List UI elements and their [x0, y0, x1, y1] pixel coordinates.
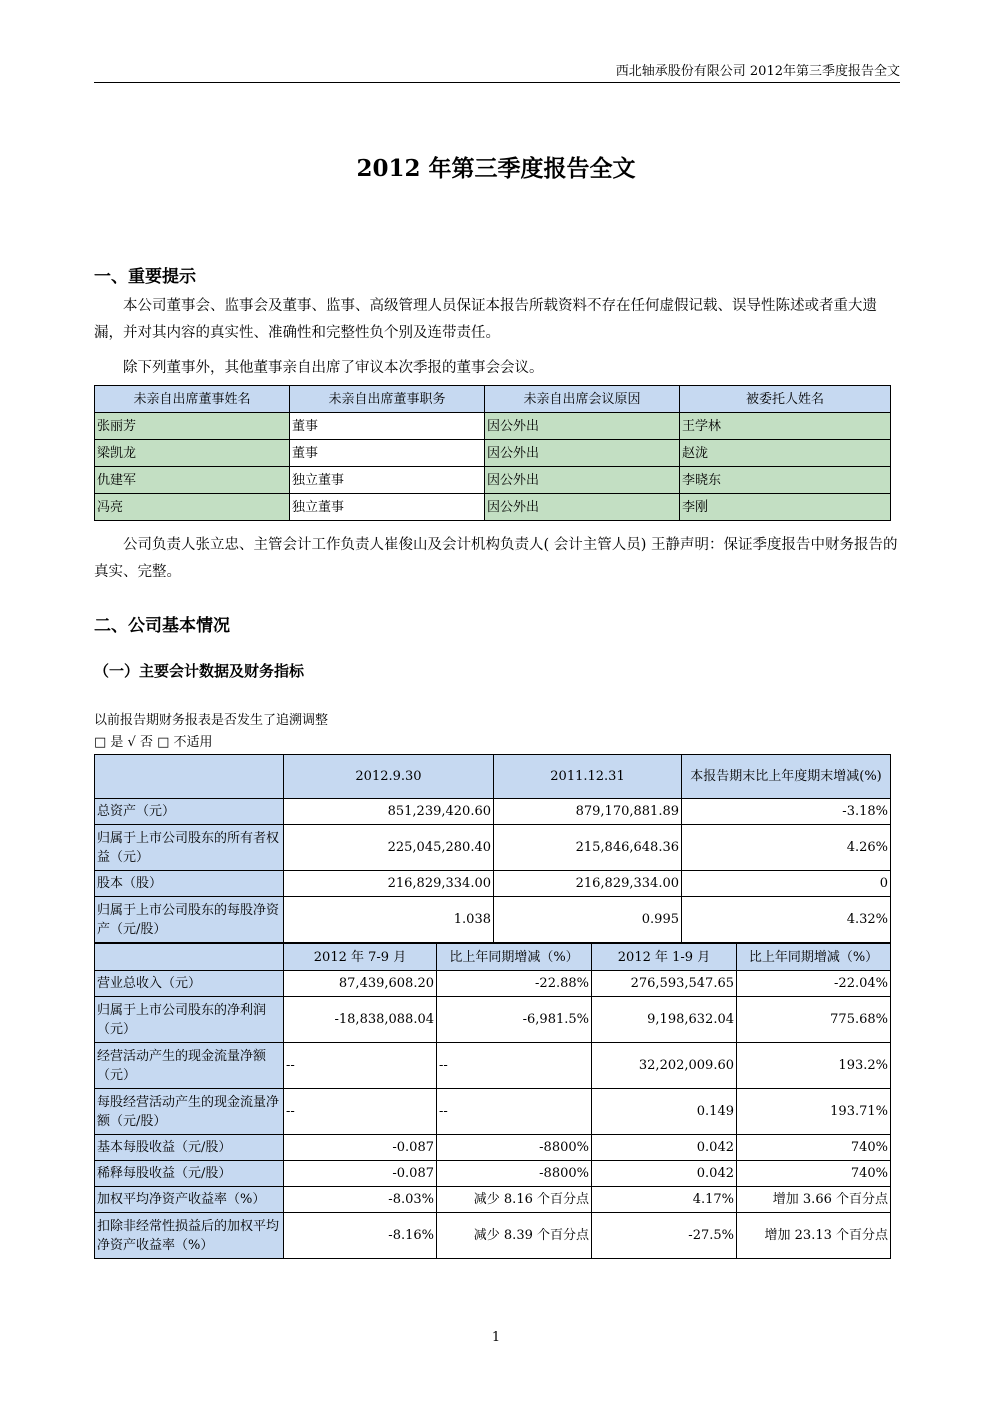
table-cell: 减少 8.39 个百分点: [437, 1213, 592, 1259]
table-cell: 王学林: [680, 413, 891, 440]
table-cell: 193.2%: [737, 1043, 891, 1089]
table-cell: 225,045,280.40: [284, 825, 494, 871]
table-cell: 加权平均净资产收益率（%）: [95, 1187, 284, 1213]
table-header-cell: 比上年同期增减（%）: [737, 944, 891, 971]
page-header: 西北轴承股份有限公司 2012年第三季度报告全文: [94, 60, 900, 83]
table-row: [95, 871, 891, 897]
table-row: [95, 825, 891, 871]
absent-directors-intro: 除下列董事外，其他董事亲自出席了审议本次季报的董事会会议。: [123, 360, 544, 376]
table-cell: --: [437, 1043, 592, 1089]
table-cell: -22.04%: [737, 971, 891, 997]
table-cell: 9,198,632.04: [592, 997, 737, 1043]
table-cell: 董事: [290, 413, 485, 440]
table-cell: 215,846,648.36: [494, 825, 682, 871]
table-cell: 增加 23.13 个百分点: [737, 1213, 891, 1259]
table-row: [95, 799, 891, 825]
table-header-cell: 2012 年 7-9 月: [284, 944, 437, 971]
table-row: [95, 1089, 891, 1135]
table-cell: 4.17%: [592, 1187, 737, 1213]
table-header-cell: [95, 755, 284, 799]
table-cell: 851,239,420.60: [284, 799, 494, 825]
table-cell: -18,838,088.04: [284, 997, 437, 1043]
table-cell: 因公外出: [485, 494, 680, 521]
table-cell: -6,981.5%: [437, 997, 592, 1043]
table-header-cell: 被委托人姓名: [680, 386, 891, 413]
table-cell: 总资产（元）: [95, 799, 284, 825]
table-cell: 4.26%: [682, 825, 891, 871]
restatement-note: 以前报告期财务报表是否发生了追溯调整: [94, 713, 329, 728]
table-cell: 1.038: [284, 897, 494, 943]
table-row: [95, 494, 891, 521]
page-title: 2012 年第三季度报告全文: [356, 155, 636, 182]
table-cell: 因公外出: [485, 440, 680, 467]
table-cell: 0.149: [592, 1089, 737, 1135]
income-indicators-table: [94, 943, 891, 1259]
table-cell: 216,829,334.00: [494, 871, 682, 897]
table-cell: 股本（股）: [95, 871, 284, 897]
table-header-cell: 比上年同期增减（%）: [437, 944, 592, 971]
table-row: [95, 897, 891, 943]
table-cell: 增加 3.66 个百分点: [737, 1187, 891, 1213]
table-cell: 张丽芳: [95, 413, 290, 440]
table-cell: 基本每股收益（元/股）: [95, 1135, 284, 1161]
table-header-cell: [95, 944, 284, 971]
table-cell: 740%: [737, 1135, 891, 1161]
table-cell: --: [437, 1089, 592, 1135]
table-row: [95, 1161, 891, 1187]
table-row: [95, 1135, 891, 1161]
responsibility-statement: 公司负责人张立忠、主管会计工作负责人崔俊山及会计机构负责人( 会计主管人员) 王静声明：保证季度报告中财务报告的真实、完整。: [94, 537, 898, 580]
table-cell: 董事: [290, 440, 485, 467]
absent-directors-table: [94, 385, 891, 521]
table-cell: 4.32%: [682, 897, 891, 943]
table-cell: 独立董事: [290, 494, 485, 521]
table-cell: -0.087: [284, 1135, 437, 1161]
section-heading-company-info: 二、公司基本情况: [94, 616, 230, 636]
table-cell: 193.71%: [737, 1089, 891, 1135]
table-cell: -8.03%: [284, 1187, 437, 1213]
table-cell: -27.5%: [592, 1213, 737, 1259]
table-cell: 李刚: [680, 494, 891, 521]
table-cell: 仇建军: [95, 467, 290, 494]
table-row: [95, 971, 891, 997]
table-row: [95, 1187, 891, 1213]
table-row: [95, 413, 891, 440]
table-cell: 740%: [737, 1161, 891, 1187]
table-header-cell: 未亲自出席会议原因: [485, 386, 680, 413]
table-cell: 扣除非经常性损益后的加权平均净资产收益率（%）: [95, 1213, 284, 1259]
table-cell: 0.042: [592, 1161, 737, 1187]
table-row: [95, 440, 891, 467]
table-cell: 87,439,608.20: [284, 971, 437, 997]
table-cell: 独立董事: [290, 467, 485, 494]
table-cell: 减少 8.16 个百分点: [437, 1187, 592, 1213]
table-cell: 营业总收入（元）: [95, 971, 284, 997]
table-cell: 李晓东: [680, 467, 891, 494]
table-cell: 归属于上市公司股东的所有者权益（元）: [95, 825, 284, 871]
table-cell: 32,202,009.60: [592, 1043, 737, 1089]
table-cell: 归属于上市公司股东的净利润（元）: [95, 997, 284, 1043]
table-cell: 0.042: [592, 1135, 737, 1161]
table-cell: 稀释每股收益（元/股）: [95, 1161, 284, 1187]
table-cell: 0.995: [494, 897, 682, 943]
table-cell: 因公外出: [485, 467, 680, 494]
table-cell: 276,593,547.65: [592, 971, 737, 997]
table-cell: 0: [682, 871, 891, 897]
table-row: [95, 1213, 891, 1259]
table-cell: -0.087: [284, 1161, 437, 1187]
table-row: [95, 997, 891, 1043]
page-number: 1: [491, 1330, 501, 1345]
restatement-options: □ 是 √ 否 □ 不适用: [94, 735, 213, 750]
table-cell: 归属于上市公司股东的每股净资产（元/股）: [95, 897, 284, 943]
table-cell: 经营活动产生的现金流量净额（元）: [95, 1043, 284, 1089]
table-cell: 每股经营活动产生的现金流量净额（元/股）: [95, 1089, 284, 1135]
table-cell: -8.16%: [284, 1213, 437, 1259]
notice-paragraph: 本公司董事会、监事会及董事、监事、高级管理人员保证本报告所载资料不存在任何虚假记载、误导性陈述或者重大遗漏，并对其内容的真实性、准确性和完整性负个别及连带责任。: [94, 298, 877, 341]
table-cell: 赵泷: [680, 440, 891, 467]
balance-sheet-indicators-table: [94, 754, 891, 943]
table-header-cell: 未亲自出席董事姓名: [95, 386, 290, 413]
table-cell: 梁凯龙: [95, 440, 290, 467]
table-header-cell: 2012 年 1-9 月: [592, 944, 737, 971]
table-cell: 因公外出: [485, 413, 680, 440]
sub-heading-financial-data: （一）主要会计数据及财务指标: [94, 662, 305, 680]
table-cell: -8800%: [437, 1161, 592, 1187]
table-cell: 216,829,334.00: [284, 871, 494, 897]
table-row: [95, 467, 891, 494]
table-cell: 冯亮: [95, 494, 290, 521]
section-heading-important-notice: 一、重要提示: [94, 267, 196, 287]
table-header-cell: 2011.12.31: [494, 755, 682, 799]
table-cell: --: [284, 1089, 437, 1135]
table-header-cell: 2012.9.30: [284, 755, 494, 799]
table-header-cell: 本报告期末比上年度期末增减(%): [682, 755, 891, 799]
table-cell: 775.68%: [737, 997, 891, 1043]
table-header-cell: 未亲自出席董事职务: [290, 386, 485, 413]
table-cell: -8800%: [437, 1135, 592, 1161]
table-cell: -22.88%: [437, 971, 592, 997]
table-row: [95, 1043, 891, 1089]
table-cell: --: [284, 1043, 437, 1089]
table-cell: -3.18%: [682, 799, 891, 825]
table-cell: 879,170,881.89: [494, 799, 682, 825]
